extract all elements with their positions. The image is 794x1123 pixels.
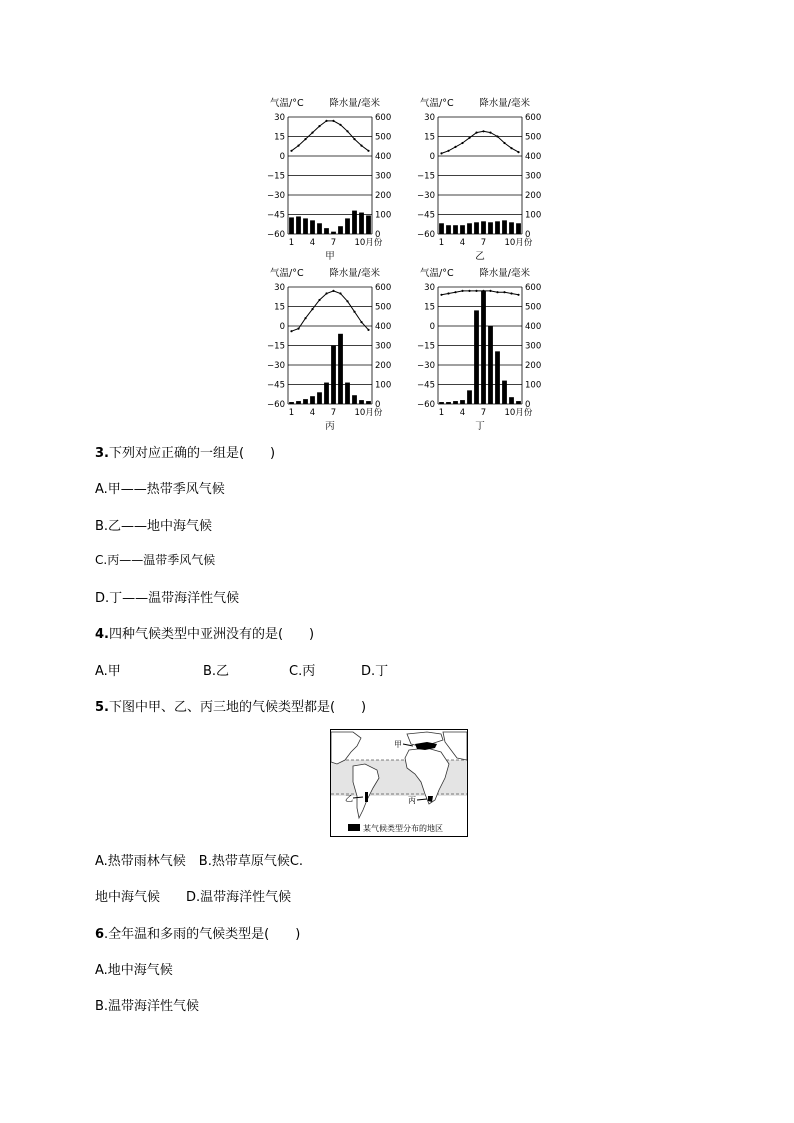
right-tick-label: 0	[525, 230, 531, 240]
precipitation-bar	[324, 383, 329, 404]
temperature-point	[339, 292, 341, 294]
map-label-jia: 甲	[394, 740, 402, 749]
chart-label: 甲	[325, 251, 335, 262]
right-tick-label: 100	[525, 210, 542, 221]
right-tick-label: 0	[525, 400, 531, 410]
precipitation-bar	[509, 222, 514, 234]
temperature-point	[475, 132, 477, 134]
temperature-point	[290, 330, 292, 332]
precipitation-bar	[460, 400, 465, 404]
q4-option-b[interactable]: B.乙	[203, 664, 230, 679]
right-tick-label: 300	[525, 341, 542, 352]
right-tick-label: 600	[375, 113, 392, 123]
left-tick-label: −60	[417, 230, 435, 240]
left-axis-title: 气温/°C	[420, 268, 454, 279]
q5-options-line-2[interactable]: 地中海气候 D.温带海洋性气候	[95, 890, 292, 905]
left-tick-label: 15	[424, 132, 435, 143]
precipitation-bar	[439, 223, 444, 234]
right-tick-label: 300	[375, 341, 392, 352]
right-tick-label: 200	[525, 361, 542, 371]
left-tick-label: −60	[267, 400, 285, 410]
right-tick-label: 600	[525, 283, 542, 293]
precipitation-bar	[366, 401, 371, 404]
temperature-point	[482, 290, 484, 292]
left-tick-label: −30	[417, 191, 435, 201]
q6-option-a[interactable]: A.地中海气候	[95, 963, 173, 978]
precipitation-bar	[352, 211, 357, 234]
left-tick-label: 0	[279, 152, 285, 162]
precipitation-bar	[488, 326, 493, 404]
right-tick-label: 100	[525, 380, 542, 391]
right-tick-label: 200	[375, 361, 392, 371]
temperature-point	[346, 300, 348, 302]
q3-option-d[interactable]: D.丁——温带海洋性气候	[95, 591, 240, 606]
temperature-point	[297, 145, 299, 147]
right-tick-label: 400	[375, 322, 392, 332]
temperature-point	[311, 132, 313, 134]
x-tick-label: 10月份	[354, 238, 383, 248]
right-tick-label: 0	[375, 400, 381, 410]
x-tick-label: 4	[459, 238, 466, 248]
temperature-point	[496, 135, 498, 137]
right-tick-label: 100	[375, 380, 392, 391]
temperature-point	[304, 317, 306, 319]
temperature-point	[360, 321, 362, 323]
precipitation-bar	[345, 218, 350, 234]
question-number: 5.	[95, 700, 109, 715]
world-map-figure	[330, 729, 468, 837]
right-tick-label: 600	[525, 113, 542, 123]
left-tick-label: −60	[417, 400, 435, 410]
precipitation-bar	[352, 395, 357, 404]
x-tick-label: 4	[309, 408, 316, 418]
legend-swatch	[348, 824, 360, 831]
precipitation-bar	[474, 310, 479, 404]
q5-options-line-1[interactable]: A.热带雨林气候 B.热带草原气候C.	[95, 854, 304, 869]
precipitation-bar	[446, 225, 451, 234]
left-tick-label: −45	[267, 380, 285, 391]
precipitation-bar	[453, 225, 458, 234]
right-axis-title: 降水量/毫米	[479, 98, 530, 109]
chart-label: 丙	[325, 421, 335, 432]
left-tick-label: 30	[424, 113, 435, 123]
left-axis-title: 气温/°C	[420, 98, 454, 109]
temperature-point	[311, 308, 313, 310]
temperature-point	[353, 138, 355, 140]
precipitation-bar	[289, 217, 294, 234]
precipitation-bar	[495, 221, 500, 234]
temperature-point	[461, 142, 463, 144]
temperature-point	[325, 120, 327, 122]
precipitation-bar	[310, 220, 315, 234]
left-tick-label: 0	[279, 322, 285, 332]
q4-option-a[interactable]: A.甲	[95, 664, 121, 679]
left-tick-label: −30	[267, 191, 285, 201]
north-america-shape	[331, 732, 361, 764]
climate-chart-ding	[408, 262, 668, 432]
x-tick-label: 1	[438, 238, 445, 248]
right-tick-label: 400	[525, 152, 542, 162]
precipitation-bar	[502, 220, 507, 234]
question-number: 4.	[95, 627, 109, 642]
temperature-point	[297, 328, 299, 330]
climate-chart-yi	[408, 92, 668, 262]
arrow-bing	[417, 799, 427, 800]
x-tick-label: 4	[459, 408, 466, 418]
precipitation-bar	[481, 221, 486, 234]
precipitation-bar	[317, 223, 322, 234]
asia-edge-shape	[443, 732, 467, 760]
precipitation-bar	[439, 402, 444, 404]
x-tick-label: 10月份	[504, 408, 533, 418]
temperature-point	[517, 151, 519, 153]
q3-option-c[interactable]: C.丙——温带季风气候	[95, 553, 216, 567]
right-tick-label: 500	[525, 302, 542, 313]
precipitation-bar	[509, 397, 514, 404]
temperature-point	[489, 132, 491, 134]
temperature-point	[440, 152, 442, 154]
right-axis-title: 降水量/毫米	[329, 268, 380, 279]
q4-option-d[interactable]: D.丁	[361, 664, 389, 679]
precipitation-bar	[467, 390, 472, 404]
temperature-point	[339, 124, 341, 126]
right-tick-label: 300	[525, 171, 542, 182]
temperature-point	[304, 138, 306, 140]
precipitation-bar	[289, 402, 294, 404]
left-tick-label: 30	[274, 113, 285, 123]
precipitation-bar	[446, 402, 451, 404]
left-tick-label: −15	[267, 171, 285, 182]
q3-option-b[interactable]: B.乙——地中海气候	[95, 519, 213, 534]
precipitation-bar	[516, 223, 521, 234]
temperature-point	[367, 150, 369, 152]
precipitation-bar	[488, 222, 493, 234]
temperature-point	[346, 130, 348, 132]
climate-region-yi	[365, 792, 368, 802]
temperature-line	[292, 121, 369, 151]
chart-label: 乙	[475, 251, 485, 262]
temperature-point	[325, 292, 327, 294]
precipitation-bar	[495, 351, 500, 404]
precipitation-bar	[481, 291, 486, 404]
question-text: 下列对应正确的一组是( )	[108, 446, 276, 461]
right-tick-label: 500	[525, 132, 542, 143]
x-tick-label: 7	[480, 408, 487, 418]
precipitation-bar	[317, 392, 322, 404]
left-tick-label: 15	[424, 302, 435, 313]
temperature-point	[318, 299, 320, 301]
temperature-point	[318, 125, 320, 127]
precipitation-bar	[467, 223, 472, 234]
left-tick-label: −60	[267, 230, 285, 240]
right-tick-label: 500	[375, 132, 392, 143]
temperature-point	[510, 147, 512, 149]
left-tick-label: 15	[274, 132, 285, 143]
right-tick-label: 600	[375, 283, 392, 293]
precipitation-bar	[324, 228, 329, 234]
left-axis-title: 气温/°C	[270, 98, 304, 109]
x-tick-label: 4	[309, 238, 316, 248]
temperature-point	[503, 291, 505, 293]
precipitation-bar	[453, 401, 458, 404]
temperature-point	[332, 290, 334, 292]
x-tick-label: 7	[330, 238, 337, 248]
temperature-line	[292, 291, 369, 331]
precipitation-bar	[345, 383, 350, 404]
temperature-line	[442, 131, 519, 153]
precipitation-bar	[296, 401, 301, 404]
question-4-stem	[95, 623, 314, 642]
x-tick-label: 10月份	[354, 408, 383, 418]
temperature-point	[353, 311, 355, 313]
temperature-point	[447, 150, 449, 152]
precipitation-bar	[474, 222, 479, 234]
precipitation-bar	[338, 334, 343, 404]
x-tick-label: 7	[480, 238, 487, 248]
q3-option-a[interactable]: A.甲——热带季风气候	[95, 482, 225, 497]
right-tick-label: 400	[525, 322, 542, 332]
question-number: 3.	[95, 446, 109, 461]
precipitation-bar	[331, 346, 336, 405]
temperature-point	[468, 137, 470, 139]
temperature-point	[503, 142, 505, 144]
right-tick-label: 0	[375, 230, 381, 240]
x-tick-label: 10月份	[504, 238, 533, 248]
right-tick-label: 300	[375, 171, 392, 182]
left-tick-label: −30	[267, 361, 285, 371]
left-tick-label: 30	[424, 283, 435, 293]
left-tick-label: −15	[267, 341, 285, 352]
temperature-point	[367, 329, 369, 331]
left-tick-label: −45	[417, 210, 435, 221]
temperature-point	[360, 145, 362, 147]
question-text: 四种气候类型中亚洲没有的是( )	[108, 627, 315, 642]
temperature-point	[496, 291, 498, 293]
precipitation-bar	[460, 225, 465, 234]
x-tick-label: 1	[438, 408, 445, 418]
precipitation-bar	[366, 215, 371, 234]
x-tick-label: 1	[288, 238, 295, 248]
precipitation-bar	[516, 401, 521, 404]
left-axis-title: 气温/°C	[270, 268, 304, 279]
precipitation-bar	[502, 381, 507, 404]
precipitation-bar	[296, 216, 301, 234]
precipitation-bar	[331, 232, 336, 234]
chart-label: 丁	[475, 421, 485, 432]
temperature-point	[454, 146, 456, 148]
temperature-point	[468, 290, 470, 292]
precipitation-bar	[310, 396, 315, 404]
question-6-stem	[95, 923, 300, 942]
right-tick-label: 400	[375, 152, 392, 162]
precipitation-bar	[359, 213, 364, 234]
question-3-stem	[95, 442, 275, 461]
precipitation-bar	[338, 226, 343, 234]
left-tick-label: 15	[274, 302, 285, 313]
x-tick-label: 7	[330, 408, 337, 418]
temperature-point	[447, 292, 449, 294]
right-axis-title: 降水量/毫米	[329, 98, 380, 109]
question-text: .全年温和多雨的气候类型是( )	[104, 927, 301, 942]
left-tick-label: −30	[417, 361, 435, 371]
temperature-point	[440, 294, 442, 296]
right-axis-title: 降水量/毫米	[479, 268, 530, 279]
left-tick-label: −15	[417, 171, 435, 182]
question-number: 6	[95, 927, 105, 942]
right-tick-label: 200	[525, 191, 542, 201]
temperature-point	[482, 130, 484, 132]
left-tick-label: −45	[267, 210, 285, 221]
left-tick-label: 0	[429, 322, 435, 332]
temperature-point	[475, 290, 477, 292]
temperature-point	[461, 290, 463, 292]
left-tick-label: 30	[274, 283, 285, 293]
right-tick-label: 500	[375, 302, 392, 313]
temperature-point	[332, 120, 334, 122]
precipitation-bar	[303, 218, 308, 234]
question-5-stem	[95, 696, 366, 715]
precipitation-bar	[303, 399, 308, 404]
map-label-yi: 乙	[345, 794, 353, 803]
temperature-point	[510, 292, 512, 294]
right-tick-label: 200	[375, 191, 392, 201]
precipitation-bar	[359, 400, 364, 404]
left-tick-label: −15	[417, 341, 435, 352]
temperature-point	[489, 290, 491, 292]
left-tick-label: −45	[417, 380, 435, 391]
legend-label: 某气候类型分布的地区	[363, 824, 443, 833]
x-tick-label: 1	[288, 408, 295, 418]
q6-option-b[interactable]: B.温带海洋性气候	[95, 999, 200, 1014]
map-label-bing: 丙	[408, 796, 416, 805]
temperature-point	[454, 291, 456, 293]
left-tick-label: 0	[429, 152, 435, 162]
q4-option-c[interactable]: C.丙	[289, 664, 316, 679]
right-tick-label: 100	[375, 210, 392, 221]
temperature-point	[517, 294, 519, 296]
temperature-point	[290, 150, 292, 152]
temperature-line	[442, 291, 519, 295]
question-text: 下图中甲、乙、丙三地的气候类型都是( )	[108, 700, 367, 715]
